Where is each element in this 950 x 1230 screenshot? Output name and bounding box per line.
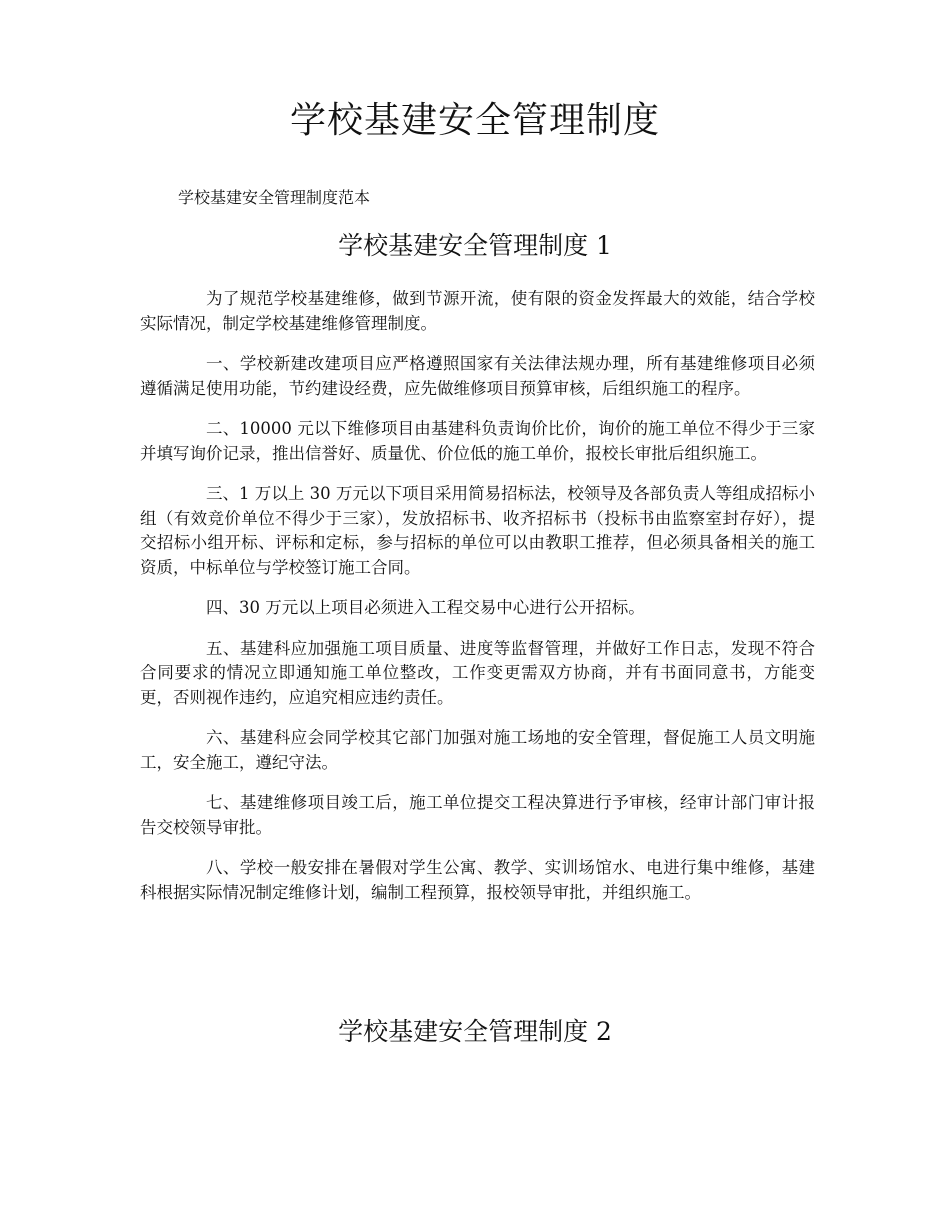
paragraph-item-7: 七、基建维修项目竣工后，施工单位提交工程决算进行予审核，经审计部门审计报告交校领导审批。 bbox=[140, 793, 815, 837]
paragraph-item-8: 八、学校一般安排在暑假对学生公寓、教学、实训场馆水、电进行集中维修，基建科根据实际情况制定维修计划，编制工程预算，报校领导审批，并组织施工。 bbox=[140, 858, 815, 902]
paragraph-item-2: 二、10000 元以下维修项目由基建科负责询价比价，询价的施工单位不得少于三家并填写询价记录，推出信誉好、质量优、价位低的施工单价，报校长审批后组织施工。 bbox=[140, 419, 815, 463]
paragraph-item-1: 一、学校新建改建项目应严格遵照国家有关法律法规办理，所有基建维修项目必须遵循满足使用功能，节约建设经费，应先做维修项目预算审核，后组织施工的程序。 bbox=[140, 354, 815, 398]
paragraph-item-3: 三、1 万以上 30 万元以下项目采用简易招标法，校领导及各部负责人等组成招标小组（有效竞价单位不得少于三家），发放招标书、收齐招标书（投标书由监察室封存好），提交招标小组开标、评标和定标，参与招标的单位可以由教职工推荐，但必须具备相关的施工资质，中标单位与学校签订施工合同。 bbox=[140, 484, 815, 577]
paragraph-item-5: 五、基建科应加强施工项目质量、进度等监督管理，并做好工作日志，发现不符合合同要求的情况立即通知施工单位整改，工作变更需双方协商，并有书面同意书，方能变更，否则视作违约，应追究相应违约责任。 bbox=[140, 638, 815, 707]
document-subtitle: 学校基建安全管理制度范本 bbox=[178, 188, 371, 207]
document-title: 学校基建安全管理制度 bbox=[289, 100, 660, 141]
section-1-body bbox=[140, 287, 815, 921]
section-1-heading: 学校基建安全管理制度 1 bbox=[338, 231, 612, 260]
paragraph-item-6: 六、基建科应会同学校其它部门加强对施工场地的安全管理，督促施工人员文明施工，安全施工，遵纪守法。 bbox=[140, 728, 815, 772]
section-2-heading: 学校基建安全管理制度 2 bbox=[338, 1017, 612, 1046]
paragraph-intro: 为了规范学校基建维修，做到节源开流，使有限的资金发挥最大的效能，结合学校实际情况，制定学校基建维修管理制度。 bbox=[140, 289, 815, 333]
paragraph-item-4: 四、30 万元以上项目必须进入工程交易中心进行公开招标。 bbox=[206, 598, 645, 617]
